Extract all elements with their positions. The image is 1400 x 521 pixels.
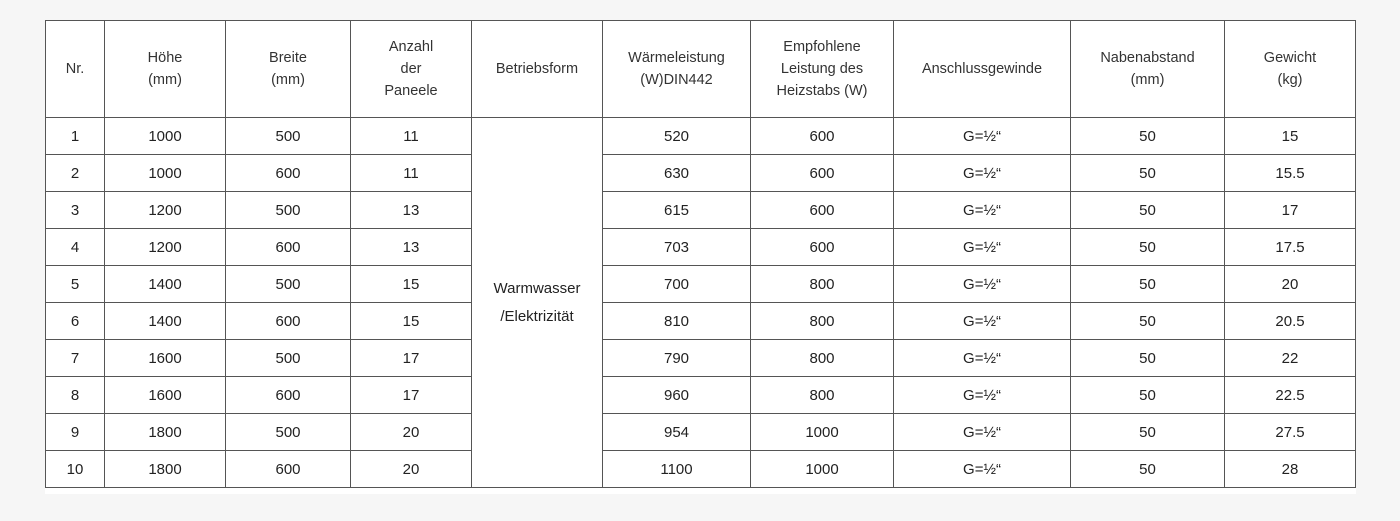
cell-hoehe: 1600 (105, 340, 226, 377)
cell-breite: 500 (226, 192, 351, 229)
cell-heizstab: 800 (751, 340, 894, 377)
cell-nabenabstand: 50 (1071, 451, 1225, 488)
table-row (46, 229, 1356, 266)
header-hoehe (105, 21, 226, 118)
cell-gewicht: 17 (1225, 192, 1356, 229)
cell-gewinde: G=½“ (894, 229, 1071, 266)
cell-nr: 10 (46, 451, 105, 488)
cell-waermeleistung: 954 (603, 414, 751, 451)
cell-hoehe: 1600 (105, 377, 226, 414)
cell-gewinde: G=½“ (894, 155, 1071, 192)
cell-gewicht: 22 (1225, 340, 1356, 377)
cell-heizstab: 600 (751, 229, 894, 266)
header-line: (mm) (148, 72, 182, 88)
cell-breite: 600 (226, 451, 351, 488)
cell-anzahl: 11 (351, 155, 472, 192)
cell-nr: 2 (46, 155, 105, 192)
cell-waermeleistung: 703 (603, 229, 751, 266)
cell-heizstab: 800 (751, 377, 894, 414)
spec-table (45, 20, 1356, 488)
header-line: Heizstabs (W) (776, 83, 868, 99)
cell-gewinde: G=½“ (894, 340, 1071, 377)
cell-nr: 1 (46, 118, 105, 155)
cell-anzahl: 13 (351, 192, 472, 229)
cell-nr: 3 (46, 192, 105, 229)
header-line: Breite (269, 50, 307, 66)
header-line: Nr. (65, 61, 85, 77)
header-line: der (400, 61, 422, 77)
cell-anzahl: 15 (351, 303, 472, 340)
cell-heizstab: 800 (751, 266, 894, 303)
table-row (46, 414, 1356, 451)
header-line: Betriebsform (495, 61, 579, 77)
cell-heizstab: 600 (751, 155, 894, 192)
cell-anzahl: 20 (351, 414, 472, 451)
cell-gewinde: G=½“ (894, 414, 1071, 451)
header-line: Wärmeleistung (628, 50, 725, 66)
cell-gewinde: G=½“ (894, 303, 1071, 340)
header-nabenabstand (1071, 21, 1225, 118)
cell-nr: 4 (46, 229, 105, 266)
header-line: Höhe (147, 50, 183, 66)
table-row (46, 192, 1356, 229)
cell-gewinde: G=½“ (894, 118, 1071, 155)
header-line: (kg) (1277, 72, 1303, 88)
table-row (46, 377, 1356, 414)
cell-gewicht: 15.5 (1225, 155, 1356, 192)
cell-gewinde: G=½“ (894, 377, 1071, 414)
cell-gewinde: G=½“ (894, 451, 1071, 488)
cell-breite: 500 (226, 340, 351, 377)
header-line: (mm) (1130, 72, 1165, 88)
cell-nabenabstand: 50 (1071, 303, 1225, 340)
cell-anzahl: 13 (351, 229, 472, 266)
cell-nabenabstand: 50 (1071, 414, 1225, 451)
cell-waermeleistung: 520 (603, 118, 751, 155)
cell-waermeleistung: 790 (603, 340, 751, 377)
cell-anzahl: 20 (351, 451, 472, 488)
header-line: Leistung des (780, 61, 864, 77)
header-nr (46, 21, 105, 118)
table-row (46, 266, 1356, 303)
cell-breite: 500 (226, 414, 351, 451)
header-gewicht (1225, 21, 1356, 118)
cell-nabenabstand: 50 (1071, 377, 1225, 414)
cell-gewicht: 27.5 (1225, 414, 1356, 451)
cell-nabenabstand: 50 (1071, 229, 1225, 266)
cell-gewinde: G=½“ (894, 266, 1071, 303)
cell-waermeleistung: 630 (603, 155, 751, 192)
header-betriebsform (472, 21, 603, 118)
cell-gewicht: 22.5 (1225, 377, 1356, 414)
cell-hoehe: 1000 (105, 155, 226, 192)
header-line: Paneele (384, 83, 438, 99)
cell-nabenabstand: 50 (1071, 192, 1225, 229)
cell-waermeleistung: 700 (603, 266, 751, 303)
cell-breite: 600 (226, 303, 351, 340)
cell-heizstab: 600 (751, 118, 894, 155)
header-breite (226, 21, 351, 118)
cell-nr: 7 (46, 340, 105, 377)
cell-anzahl: 17 (351, 377, 472, 414)
cell-breite: 500 (226, 118, 351, 155)
header-anschlussgewinde (894, 21, 1071, 118)
header-line: Anschlussgewinde (921, 61, 1043, 77)
betriebsform-line: Warmwasser (493, 279, 581, 297)
header-line: (mm) (271, 72, 305, 88)
cell-hoehe: 1400 (105, 266, 226, 303)
cell-breite: 500 (226, 266, 351, 303)
header-line: Gewicht (1263, 50, 1317, 66)
cell-waermeleistung: 810 (603, 303, 751, 340)
cell-hoehe: 1800 (105, 414, 226, 451)
cell-hoehe: 1200 (105, 229, 226, 266)
table-row (46, 451, 1356, 488)
betriebsform-line: /Elektrizität (500, 307, 574, 325)
cell-hoehe: 1000 (105, 118, 226, 155)
spec-table-container (45, 20, 1356, 494)
cell-gewicht: 20 (1225, 266, 1356, 303)
cell-breite: 600 (226, 229, 351, 266)
header-anzahl-paneele (351, 21, 472, 118)
header-heizstab-leistung (751, 21, 894, 118)
cell-nabenabstand: 50 (1071, 118, 1225, 155)
table-row (46, 340, 1356, 377)
cell-nabenabstand: 50 (1071, 340, 1225, 377)
table-row (46, 118, 1356, 155)
cell-hoehe: 1400 (105, 303, 226, 340)
cell-waermeleistung: 615 (603, 192, 751, 229)
cell-anzahl: 11 (351, 118, 472, 155)
cell-heizstab: 1000 (751, 451, 894, 488)
cell-heizstab: 800 (751, 303, 894, 340)
cell-heizstab: 1000 (751, 414, 894, 451)
cell-gewicht: 20.5 (1225, 303, 1356, 340)
table-row (46, 155, 1356, 192)
cell-gewinde: G=½“ (894, 192, 1071, 229)
table-row (46, 303, 1356, 340)
cell-nr: 6 (46, 303, 105, 340)
header-line: Nabenabstand (1100, 50, 1195, 66)
cell-hoehe: 1200 (105, 192, 226, 229)
cell-nabenabstand: 50 (1071, 266, 1225, 303)
cell-breite: 600 (226, 377, 351, 414)
cell-nabenabstand: 50 (1071, 155, 1225, 192)
cell-waermeleistung: 960 (603, 377, 751, 414)
cell-waermeleistung: 1100 (603, 451, 751, 488)
cell-gewicht: 17.5 (1225, 229, 1356, 266)
cell-anzahl: 17 (351, 340, 472, 377)
header-line: Empfohlene (783, 39, 861, 55)
cell-anzahl: 15 (351, 266, 472, 303)
cell-heizstab: 600 (751, 192, 894, 229)
header-waermeleistung (603, 21, 751, 118)
cell-nr: 8 (46, 377, 105, 414)
cell-nr: 9 (46, 414, 105, 451)
table-body (46, 118, 1356, 488)
header-row (46, 21, 1356, 118)
header-line: Anzahl (388, 39, 434, 55)
cell-gewicht: 15 (1225, 118, 1356, 155)
cell-breite: 600 (226, 155, 351, 192)
header-line: (W)DIN442 (640, 72, 713, 88)
cell-betriebsform (472, 118, 603, 488)
cell-nr: 5 (46, 266, 105, 303)
cell-hoehe: 1800 (105, 451, 226, 488)
cell-gewicht: 28 (1225, 451, 1356, 488)
